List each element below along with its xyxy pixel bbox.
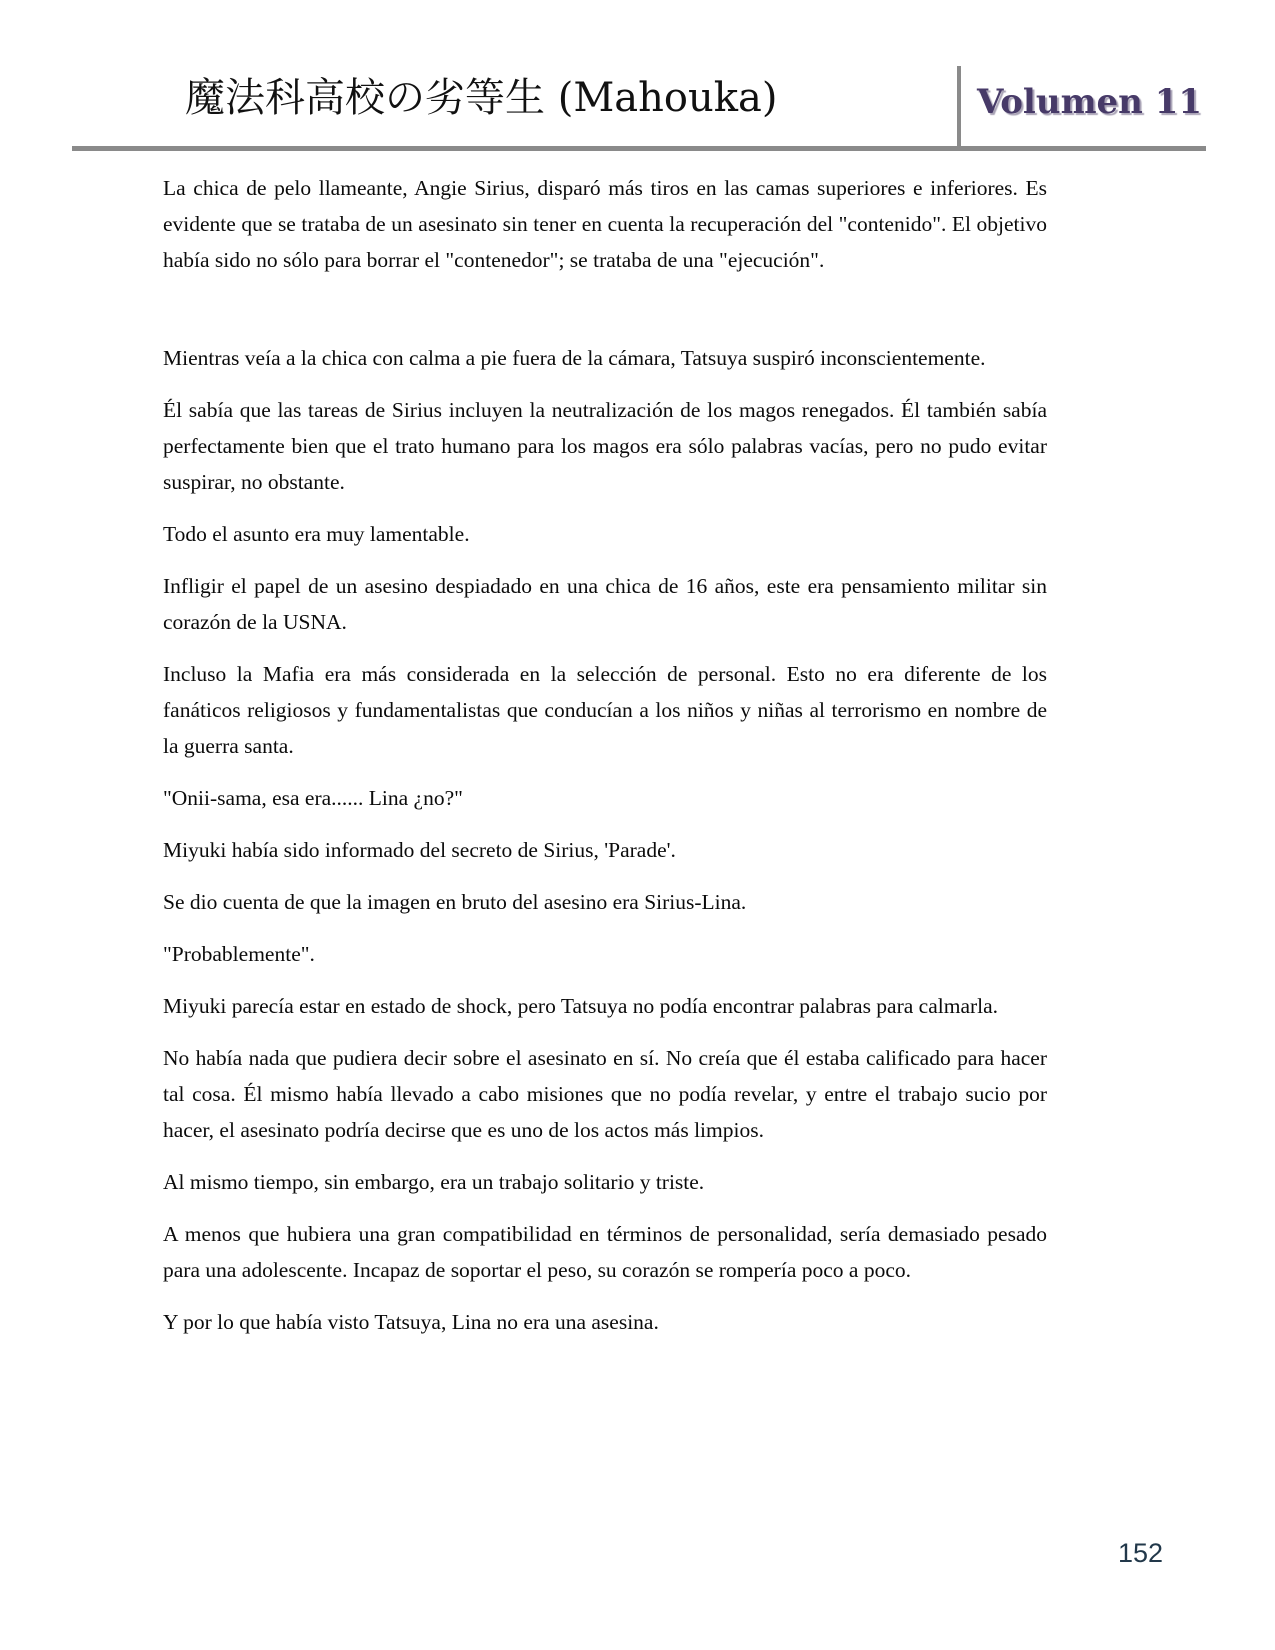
body-paragraph: Y por lo que había visto Tatsuya, Lina no era una asesina. bbox=[163, 1310, 659, 1334]
body-paragraph: Incluso la Mafia era más considerada en la selección de personal. Esto no era diferente de los fanáticos religiosos y fundamentalistas que conducían a los niños y niñas al terrorismo en nombre de la guerra santa. bbox=[163, 662, 1047, 758]
body-paragraph: Se dio cuenta de que la imagen en bruto del asesino era Sirius-Lina. bbox=[163, 890, 747, 914]
body-paragraph: Miyuki había sido informado del secreto de Sirius, 'Parade'. bbox=[163, 838, 676, 862]
body-text bbox=[163, 170, 1047, 1356]
body-paragraph: La chica de pelo llameante, Angie Sirius, disparó más tiros en las camas superiores e inferiores. Es evidente que se trataba de un asesinato sin tener en cuenta la recuperación del "contenido". El objetivo había sido no sólo para borrar el "contenedor"; se trataba de una "ejecución". bbox=[163, 176, 1047, 272]
body-paragraph: Todo el asunto era muy lamentable. bbox=[163, 522, 470, 546]
body-paragraph: Miyuki parecía estar en estado de shock, pero Tatsuya no podía encontrar palabras para calmarla. bbox=[163, 994, 999, 1018]
body-paragraph: "Probablemente". bbox=[163, 942, 315, 966]
body-paragraph: Al mismo tiempo, sin embargo, era un trabajo solitario y triste. bbox=[163, 1170, 705, 1194]
header-divider-bar bbox=[957, 66, 961, 148]
body-paragraph: No había nada que pudiera decir sobre el asesinato en sí. No creía que él estaba calificado para hacer tal cosa. Él mismo había llevado a cabo misiones que no podía revelar, y entre el trabajo sucio por hacer, el asesinato podría decirse que es uno de los actos más limpios. bbox=[163, 1046, 1047, 1142]
header-rule bbox=[72, 146, 1206, 151]
page-title: 魔法科高校の劣等生 (Mahouka) bbox=[185, 75, 778, 121]
volume-label: Volumen 11 bbox=[977, 82, 1203, 122]
body-paragraph: "Onii-sama, esa era...... Lina ¿no?" bbox=[163, 786, 463, 810]
body-paragraph: Él sabía que las tareas de Sirius incluyen la neutralización de los magos renegados. Él también sabía perfectamente bien que el trato humano para los magos era sólo palabras vacías, pero no pudo evitar suspirar, no obstante. bbox=[163, 398, 1047, 494]
paragraph-gap bbox=[163, 294, 1047, 340]
body-paragraph: A menos que hubiera una gran compatibilidad en términos de personalidad, sería demasiado pesado para una adolescente. Incapaz de soportar el peso, su corazón se rompería poco a poco. bbox=[163, 1222, 1047, 1282]
body-paragraph: Infligir el papel de un asesino despiadado en una chica de 16 años, este era pensamiento militar sin corazón de la USNA. bbox=[163, 574, 1047, 634]
page-number: 152 bbox=[1117, 1538, 1163, 1568]
body-paragraph: Mientras veía a la chica con calma a pie fuera de la cámara, Tatsuya suspiró inconscientemente. bbox=[163, 346, 986, 370]
